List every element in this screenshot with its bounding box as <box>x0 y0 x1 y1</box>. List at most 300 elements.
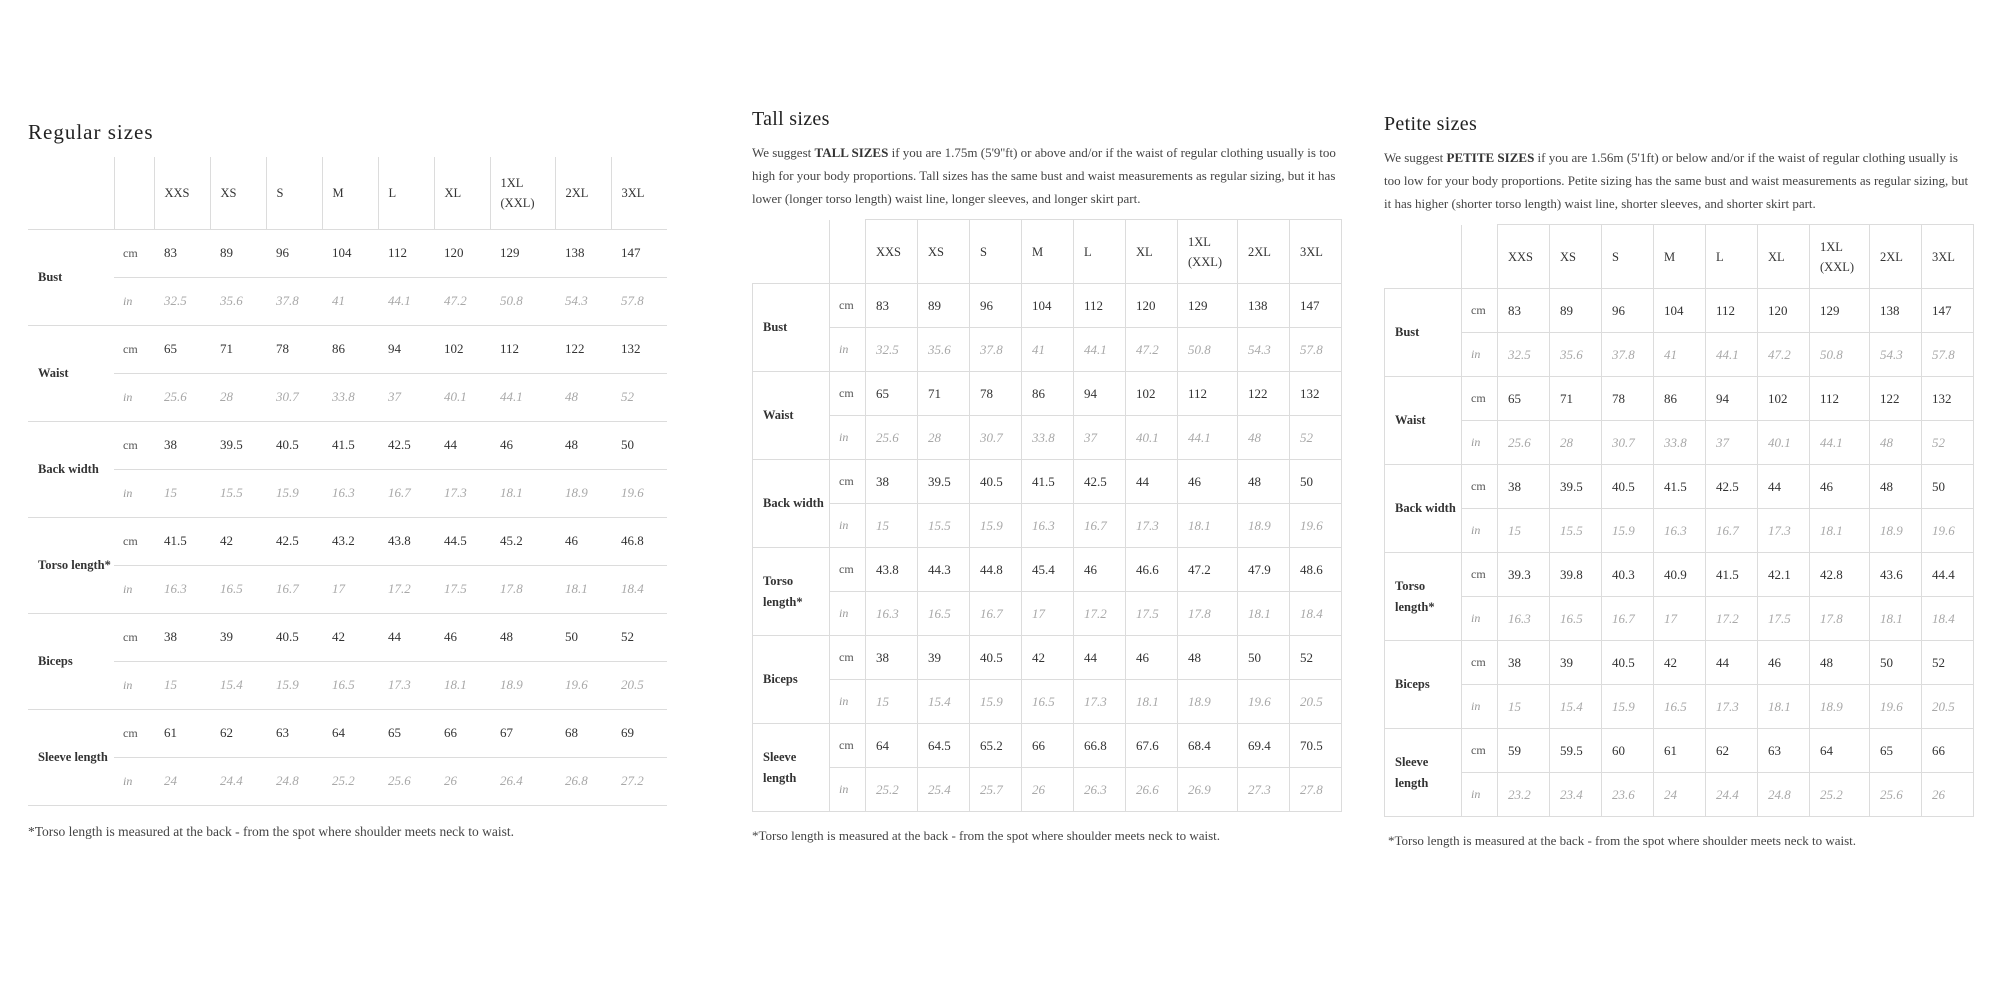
table-row <box>28 325 667 373</box>
table-cell: 37 <box>378 373 434 421</box>
table-cell: 138 <box>1238 284 1290 328</box>
table-cell: 89 <box>918 284 970 328</box>
table-row <box>1385 421 1974 465</box>
table-cell: 48.6 <box>1290 548 1342 592</box>
table-cell: 44.1 <box>378 277 434 325</box>
table-cell: 15 <box>1498 509 1550 553</box>
unit-label: cm <box>830 460 866 504</box>
unit-label: in <box>1462 597 1498 641</box>
table-cell: 15.9 <box>1602 685 1654 729</box>
table-cell: 17 <box>322 565 378 613</box>
table-cell: 26.6 <box>1126 768 1178 812</box>
table-cell: 44.3 <box>918 548 970 592</box>
table-cell: 66 <box>1022 724 1074 768</box>
table-cell: 39 <box>918 636 970 680</box>
table-cell: 112 <box>1074 284 1126 328</box>
table-cell: 15 <box>1498 685 1550 729</box>
regular-footnote: *Torso length is measured at the back - from the spot where shoulder meets neck to waist. <box>28 823 515 839</box>
table-row <box>1385 685 1974 729</box>
table-cell: 41.5 <box>1022 460 1074 504</box>
size-header: 3XL <box>611 157 667 229</box>
size-header: XS <box>1550 225 1602 289</box>
measurement-label: Biceps <box>753 636 830 724</box>
size-header: XS <box>210 157 266 229</box>
size-header: XL <box>1758 225 1810 289</box>
table-cell: 25.6 <box>866 416 918 460</box>
table-cell: 23.4 <box>1550 773 1602 817</box>
table-cell: 18.9 <box>1810 685 1870 729</box>
table-cell: 69 <box>611 709 667 757</box>
table-cell: 40.9 <box>1654 553 1706 597</box>
table-cell: 65 <box>1498 377 1550 421</box>
table-row <box>1385 553 1974 597</box>
table-cell: 17.5 <box>434 565 490 613</box>
table-cell: 25.2 <box>322 757 378 805</box>
table-row <box>1385 333 1974 377</box>
table-cell: 52 <box>1290 416 1342 460</box>
table-cell: 18.1 <box>1758 685 1810 729</box>
table-cell: 16.3 <box>1654 509 1706 553</box>
table-cell: 48 <box>1870 465 1922 509</box>
table-cell: 129 <box>1178 284 1238 328</box>
table-cell: 96 <box>970 284 1022 328</box>
size-header: XXS <box>866 220 918 284</box>
table-cell: 35.6 <box>1550 333 1602 377</box>
table-cell: 42 <box>1022 636 1074 680</box>
table-cell: 68.4 <box>1178 724 1238 768</box>
table-cell: 15 <box>154 469 210 517</box>
table-cell: 17.3 <box>1706 685 1758 729</box>
table-cell: 37 <box>1074 416 1126 460</box>
table-cell: 94 <box>1074 372 1126 416</box>
table-cell: 15 <box>154 661 210 709</box>
table-row <box>1385 597 1974 641</box>
table-cell: 122 <box>555 325 611 373</box>
table-cell: 40.5 <box>266 613 322 661</box>
unit-label: cm <box>830 724 866 768</box>
regular-sizes-panel <box>28 120 673 840</box>
table-row <box>753 504 1342 548</box>
table-cell: 138 <box>1870 289 1922 333</box>
table-cell: 62 <box>1706 729 1758 773</box>
unit-label: in <box>114 469 154 517</box>
size-header: XL <box>434 157 490 229</box>
table-cell: 39.5 <box>210 421 266 469</box>
table-cell: 47.2 <box>1178 548 1238 592</box>
table-cell: 71 <box>210 325 266 373</box>
table-cell: 44.1 <box>1706 333 1758 377</box>
table-cell: 44.5 <box>434 517 490 565</box>
table-cell: 83 <box>866 284 918 328</box>
table-cell: 18.4 <box>611 565 667 613</box>
table-cell: 42 <box>1654 641 1706 685</box>
table-cell: 28 <box>1550 421 1602 465</box>
table-cell: 120 <box>434 229 490 277</box>
unit-label: in <box>830 592 866 636</box>
table-cell: 41 <box>1022 328 1074 372</box>
size-header: 2XL <box>1870 225 1922 289</box>
unit-label: in <box>1462 421 1498 465</box>
table-cell: 67 <box>490 709 555 757</box>
table-cell: 38 <box>1498 641 1550 685</box>
table-cell: 102 <box>1758 377 1810 421</box>
table-cell: 52 <box>1922 641 1974 685</box>
size-header: XXS <box>1498 225 1550 289</box>
unit-label: cm <box>830 636 866 680</box>
unit-label: in <box>830 768 866 812</box>
table-cell: 25.6 <box>154 373 210 421</box>
measurement-label: Sleeve length <box>753 724 830 812</box>
table-cell: 37 <box>1706 421 1758 465</box>
table-cell: 104 <box>1022 284 1074 328</box>
table-cell: 54.3 <box>555 277 611 325</box>
table-row <box>753 636 1342 680</box>
table-row <box>28 661 667 709</box>
table-cell: 16.5 <box>1550 597 1602 641</box>
size-header: 3XL <box>1922 225 1974 289</box>
table-cell: 28 <box>918 416 970 460</box>
table-cell: 15.9 <box>970 680 1022 724</box>
table-cell: 15.4 <box>210 661 266 709</box>
table-cell: 50.8 <box>1810 333 1870 377</box>
table-cell: 138 <box>555 229 611 277</box>
table-row <box>28 757 667 805</box>
table-cell: 35.6 <box>918 328 970 372</box>
table-cell: 20.5 <box>611 661 667 709</box>
table-cell: 41.5 <box>322 421 378 469</box>
table-cell: 46 <box>1178 460 1238 504</box>
table-cell: 52 <box>611 373 667 421</box>
table-cell: 25.2 <box>1810 773 1870 817</box>
table-cell: 25.2 <box>866 768 918 812</box>
unit-label: in <box>114 565 154 613</box>
table-cell: 63 <box>1758 729 1810 773</box>
table-cell: 129 <box>490 229 555 277</box>
table-cell: 19.6 <box>1238 680 1290 724</box>
size-header: L <box>378 157 434 229</box>
table-cell: 26.4 <box>490 757 555 805</box>
table-cell: 42 <box>322 613 378 661</box>
table-cell: 48 <box>1178 636 1238 680</box>
table-cell: 147 <box>611 229 667 277</box>
table-row <box>753 724 1342 768</box>
intro-text: if you are 1.75m (5'9''ft) or above and/or if the waist of regular clothing usually is too high for your body proportions. Tall sizes has the same bust and waist measurements as regular sizing, but it has lower (longer torso length) waist line, longer sleeves, and longer skirt part. <box>752 145 1336 206</box>
table-cell: 17.2 <box>1074 592 1126 636</box>
table-cell: 17.5 <box>1758 597 1810 641</box>
measurement-label: Torso length* <box>1385 553 1462 641</box>
table-cell: 16.5 <box>210 565 266 613</box>
table-cell: 65 <box>1870 729 1922 773</box>
table-cell: 54.3 <box>1870 333 1922 377</box>
table-cell: 19.6 <box>611 469 667 517</box>
table-cell: 18.1 <box>434 661 490 709</box>
size-header-row <box>28 157 667 229</box>
table-row <box>753 416 1342 460</box>
table-cell: 122 <box>1870 377 1922 421</box>
table-cell: 16.3 <box>154 565 210 613</box>
table-cell: 38 <box>154 421 210 469</box>
unit-label: in <box>830 680 866 724</box>
table-cell: 18.9 <box>1870 509 1922 553</box>
table-cell: 18.1 <box>490 469 555 517</box>
regular-size-table <box>28 157 667 806</box>
petite-sizes-panel <box>1384 113 1970 849</box>
table-cell: 47.2 <box>1758 333 1810 377</box>
table-row <box>1385 773 1974 817</box>
table-cell: 96 <box>1602 289 1654 333</box>
table-cell: 32.5 <box>1498 333 1550 377</box>
table-cell: 39 <box>1550 641 1602 685</box>
table-cell: 112 <box>1178 372 1238 416</box>
unit-label: in <box>1462 333 1498 377</box>
table-row <box>753 460 1342 504</box>
unit-label: in <box>830 416 866 460</box>
table-cell: 44.1 <box>490 373 555 421</box>
table-row <box>28 565 667 613</box>
table-row <box>753 284 1342 328</box>
table-cell: 18.1 <box>1810 509 1870 553</box>
table-cell: 18.9 <box>490 661 555 709</box>
unit-label: cm <box>1462 641 1498 685</box>
table-cell: 27.3 <box>1238 768 1290 812</box>
table-cell: 46 <box>490 421 555 469</box>
table-row <box>1385 641 1974 685</box>
table-cell: 44 <box>1706 641 1758 685</box>
table-row <box>28 613 667 661</box>
table-cell: 26 <box>434 757 490 805</box>
table-row <box>753 592 1342 636</box>
unit-label: cm <box>1462 465 1498 509</box>
table-cell: 15.9 <box>266 469 322 517</box>
table-cell: 32.5 <box>866 328 918 372</box>
table-cell: 17 <box>1022 592 1074 636</box>
table-row <box>1385 289 1974 333</box>
table-cell: 104 <box>322 229 378 277</box>
size-header: L <box>1706 225 1758 289</box>
table-cell: 40.5 <box>970 636 1022 680</box>
unit-label: in <box>830 504 866 548</box>
measurement-label: Waist <box>28 325 114 421</box>
table-cell: 33.8 <box>1022 416 1074 460</box>
table-cell: 47.9 <box>1238 548 1290 592</box>
table-cell: 25.4 <box>918 768 970 812</box>
size-header: 3XL <box>1290 220 1342 284</box>
size-header: XL <box>1126 220 1178 284</box>
table-cell: 16.5 <box>322 661 378 709</box>
table-cell: 17.3 <box>1074 680 1126 724</box>
table-cell: 20.5 <box>1922 685 1974 729</box>
unit-label: cm <box>1462 553 1498 597</box>
table-cell: 112 <box>1810 377 1870 421</box>
table-row <box>1385 377 1974 421</box>
table-cell: 65.2 <box>970 724 1022 768</box>
table-cell: 17 <box>1654 597 1706 641</box>
table-cell: 46 <box>1126 636 1178 680</box>
table-cell: 15 <box>866 680 918 724</box>
table-cell: 38 <box>866 636 918 680</box>
measurement-label: Torso length* <box>753 548 830 636</box>
table-cell: 16.3 <box>322 469 378 517</box>
table-cell: 52 <box>1290 636 1342 680</box>
table-cell: 44 <box>1074 636 1126 680</box>
unit-label: in <box>830 328 866 372</box>
measurement-label: Back width <box>1385 465 1462 553</box>
unit-label: cm <box>830 372 866 416</box>
table-cell: 16.5 <box>1022 680 1074 724</box>
table-cell: 40.1 <box>1758 421 1810 465</box>
table-cell: 38 <box>866 460 918 504</box>
table-cell: 44.1 <box>1178 416 1238 460</box>
table-cell: 17.3 <box>1758 509 1810 553</box>
table-cell: 65 <box>154 325 210 373</box>
table-cell: 64 <box>322 709 378 757</box>
table-cell: 44.4 <box>1922 553 1974 597</box>
measurement-label: Bust <box>28 229 114 325</box>
table-cell: 16.3 <box>1022 504 1074 548</box>
table-cell: 23.6 <box>1602 773 1654 817</box>
measurement-label: Waist <box>753 372 830 460</box>
table-cell: 17.2 <box>378 565 434 613</box>
table-cell: 46.8 <box>611 517 667 565</box>
table-row <box>1385 509 1974 553</box>
table-cell: 43.8 <box>378 517 434 565</box>
table-cell: 18.4 <box>1290 592 1342 636</box>
table-cell: 48 <box>490 613 555 661</box>
table-cell: 44.1 <box>1810 421 1870 465</box>
table-cell: 147 <box>1290 284 1342 328</box>
table-cell: 50 <box>1238 636 1290 680</box>
intro-emphasis: TALL SIZES <box>814 145 889 160</box>
table-cell: 15 <box>866 504 918 548</box>
table-cell: 68 <box>555 709 611 757</box>
table-cell: 33.8 <box>1654 421 1706 465</box>
table-cell: 15.5 <box>210 469 266 517</box>
table-cell: 46 <box>1074 548 1126 592</box>
table-cell: 59 <box>1498 729 1550 773</box>
table-cell: 112 <box>1706 289 1758 333</box>
table-cell: 47.2 <box>1126 328 1178 372</box>
table-cell: 132 <box>611 325 667 373</box>
table-cell: 69.4 <box>1238 724 1290 768</box>
size-header: M <box>1654 225 1706 289</box>
measurement-label: Torso length* <box>28 517 114 613</box>
table-cell: 50 <box>1290 460 1342 504</box>
size-header-row <box>1385 225 1974 289</box>
size-header: M <box>1022 220 1074 284</box>
table-cell: 18.9 <box>1238 504 1290 548</box>
table-cell: 23.2 <box>1498 773 1550 817</box>
measurement-label: Sleeve length <box>1385 729 1462 817</box>
table-cell: 19.6 <box>555 661 611 709</box>
table-cell: 42.8 <box>1810 553 1870 597</box>
table-cell: 132 <box>1922 377 1974 421</box>
table-cell: 64 <box>866 724 918 768</box>
table-cell: 25.6 <box>1498 421 1550 465</box>
unit-header-cell <box>830 220 866 284</box>
table-cell: 39.5 <box>918 460 970 504</box>
unit-label: cm <box>114 517 154 565</box>
table-cell: 46 <box>555 517 611 565</box>
measurement-label: Biceps <box>28 613 114 709</box>
table-cell: 40.5 <box>266 421 322 469</box>
table-cell: 27.2 <box>611 757 667 805</box>
table-cell: 102 <box>434 325 490 373</box>
table-cell: 67.6 <box>1126 724 1178 768</box>
size-header: XXS <box>154 157 210 229</box>
table-cell: 41 <box>1654 333 1706 377</box>
table-cell: 18.1 <box>555 565 611 613</box>
table-cell: 38 <box>1498 465 1550 509</box>
table-row <box>1385 465 1974 509</box>
table-cell: 41.5 <box>154 517 210 565</box>
table-row <box>753 328 1342 372</box>
intro-text: We suggest <box>1384 150 1447 165</box>
table-row <box>28 277 667 325</box>
table-cell: 43.2 <box>322 517 378 565</box>
table-cell: 27.8 <box>1290 768 1342 812</box>
table-cell: 94 <box>1706 377 1758 421</box>
unit-label: cm <box>114 325 154 373</box>
petite-size-table <box>1384 224 1974 817</box>
size-header: M <box>322 157 378 229</box>
unit-label: cm <box>830 548 866 592</box>
size-header: S <box>970 220 1022 284</box>
table-cell: 24 <box>1654 773 1706 817</box>
table-cell: 39.3 <box>1498 553 1550 597</box>
table-cell: 15.5 <box>1550 509 1602 553</box>
table-cell: 24.4 <box>1706 773 1758 817</box>
table-row <box>28 517 667 565</box>
table-cell: 44.1 <box>1074 328 1126 372</box>
unit-label: cm <box>1462 377 1498 421</box>
table-row <box>1385 729 1974 773</box>
table-cell: 102 <box>1126 372 1178 416</box>
measurement-label: Back width <box>28 421 114 517</box>
table-cell: 44 <box>434 421 490 469</box>
table-cell: 86 <box>1654 377 1706 421</box>
size-header: 1XL (XXL) <box>1810 225 1870 289</box>
intro-text: if you are 1.56m (5'1ft) or below and/or if the waist of regular clothing usually is too low for your body proportions. Petite sizing has the same bust and waist measurements as regular sizing, but it has higher (shorter torso length) waist line, shorter sleeves, and shorter skirt part. <box>1384 150 1969 211</box>
table-cell: 17.3 <box>1126 504 1178 548</box>
table-cell: 50.8 <box>1178 328 1238 372</box>
measurement-label: Waist <box>1385 377 1462 465</box>
table-cell: 19.6 <box>1870 685 1922 729</box>
regular-sizes-title: Regular sizes <box>28 120 154 144</box>
table-cell: 43.8 <box>866 548 918 592</box>
tall-sizes-title: Tall sizes <box>752 108 830 130</box>
table-cell: 57.8 <box>1922 333 1974 377</box>
table-row <box>28 373 667 421</box>
size-header: 2XL <box>555 157 611 229</box>
unit-label: in <box>114 757 154 805</box>
table-cell: 112 <box>490 325 555 373</box>
table-cell: 96 <box>266 229 322 277</box>
table-cell: 16.7 <box>1602 597 1654 641</box>
table-cell: 26 <box>1022 768 1074 812</box>
table-cell: 16.7 <box>266 565 322 613</box>
table-cell: 15.9 <box>1602 509 1654 553</box>
table-row <box>753 548 1342 592</box>
table-cell: 65 <box>866 372 918 416</box>
unit-label: in <box>114 373 154 421</box>
size-header: XS <box>918 220 970 284</box>
table-cell: 42 <box>210 517 266 565</box>
table-cell: 44 <box>378 613 434 661</box>
unit-label: in <box>114 661 154 709</box>
table-cell: 86 <box>1022 372 1074 416</box>
table-cell: 44.8 <box>970 548 1022 592</box>
table-cell: 52 <box>1922 421 1974 465</box>
